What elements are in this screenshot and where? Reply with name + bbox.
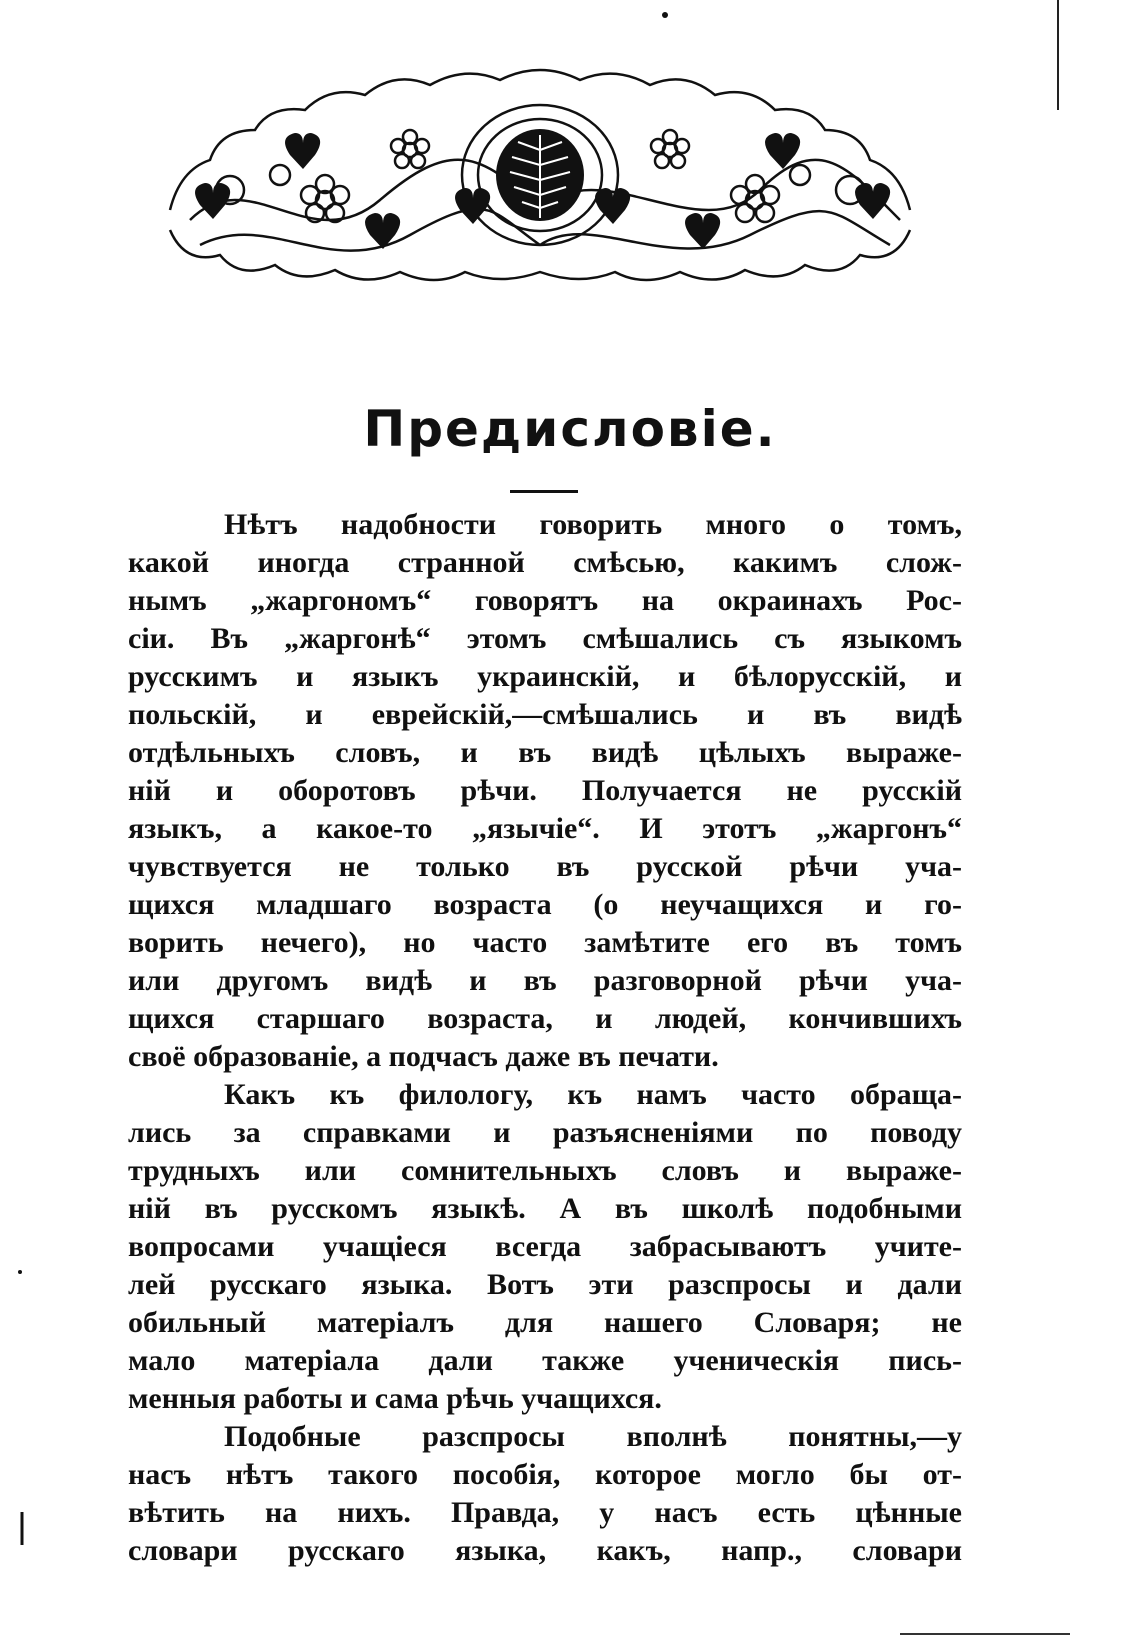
floral-vignette-icon [160, 60, 920, 290]
title-divider [510, 490, 578, 493]
text-line: ворить нечего), но часто замѣтите его въ томъ [128, 926, 962, 959]
text-line: Какъ къ филологу, къ намъ часто обраща- [224, 1078, 962, 1111]
text-line: языкъ, а какое-то „язычіе“. И этотъ „жаргонъ“ [128, 812, 962, 845]
text-line: ній и оборотовъ рѣчи. Получается не русскій [128, 774, 962, 807]
text-line: сіи. Въ „жаргонѣ“ этомъ смѣшались съ языкомъ [128, 622, 962, 655]
text-line: щихся старшаго возраста, и людей, кончившихъ [128, 1002, 962, 1035]
text-line: Нѣтъ надобности говорить много о томъ, [224, 508, 962, 541]
preface-text [128, 506, 962, 1570]
text-line: менныя работы и сама рѣчь учащихся. [128, 1382, 662, 1415]
text-line: Подобные разспросы вполнѣ понятны,—у [224, 1420, 962, 1453]
text-line: трудныхъ или сомнительныхъ словъ и выраже- [128, 1154, 962, 1187]
paragraph-2 [128, 1076, 962, 1418]
text-line: обильный матеріалъ для нашего Словаря; не [128, 1306, 962, 1339]
text-line: лей русскаго языка. Вотъ эти разспросы и дали [128, 1268, 962, 1301]
text-line: русскимъ и языкъ украинскій, и бѣлорусскій, и [128, 660, 962, 693]
text-line: вопросами учащіеся всегда забрасываютъ учите- [128, 1230, 962, 1263]
text-line: вѣтить на нихъ. Правда, у насъ есть цѣнные [128, 1496, 962, 1529]
text-line: нымъ „жаргономъ“ говорятъ на окраинахъ Рос- [128, 584, 962, 617]
text-line: словари русскаго языка, какъ, напр., словари [128, 1534, 962, 1567]
text-line: насъ нѣтъ такого пособія, которое могло бы от- [128, 1458, 962, 1491]
text-line: мало матеріала дали также ученическія пись- [128, 1344, 962, 1377]
page-title: Предисловіе. [363, 400, 777, 458]
paragraph-1 [128, 506, 962, 1076]
text-line: какой иногда странной смѣсью, какимъ слож- [128, 546, 962, 579]
text-line: отдѣльныхъ словъ, и въ видѣ цѣлыхъ выраже- [128, 736, 962, 769]
text-line: своё образованіе, а подчасъ даже въ печати. [128, 1040, 719, 1073]
text-line: лись за справками и разъясненіями по поводу [128, 1116, 962, 1149]
text-line: чувствуется не только въ русской рѣчи уча- [128, 850, 962, 883]
text-line: или другомъ видѣ и въ разговорной рѣчи уча- [128, 964, 962, 997]
text-line: ній въ русскомъ языкѣ. А въ школѣ подобными [128, 1192, 962, 1225]
text-line: щихся младшаго возраста (о неучащихся и го- [128, 888, 962, 921]
paragraph-3 [128, 1418, 962, 1570]
text-line: польскій, и еврейскій,—смѣшались и въ видѣ [128, 698, 962, 731]
